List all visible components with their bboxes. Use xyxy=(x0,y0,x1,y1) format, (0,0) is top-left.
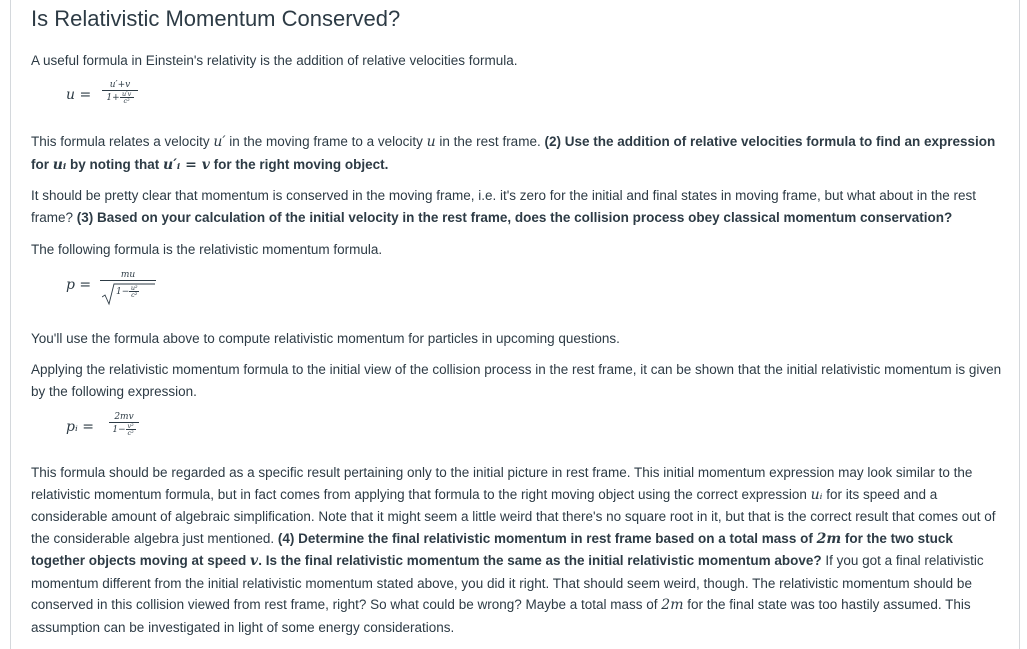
u-prime-symbol: u′ xyxy=(213,134,226,150)
eq1-lhs: u = xyxy=(66,87,92,103)
eq1-fraction xyxy=(102,80,138,104)
eq3-lhs: pᵢ = xyxy=(66,419,94,435)
usage-paragraph: You'll use the formula above to compute relativistic momentum for particles in upcoming questions. xyxy=(31,331,620,346)
formula-explanation-paragraph: This formula relates a velocity u′ in the moving frame to a velocity u in the rest frame. (2) Use the addition of relative velocities formula to find an expression for uᵢ by noting that u′ᵢ = v for the right moving object. xyxy=(31,134,996,173)
question-4: (4) Determine the final relativistic momentum in rest frame based on a total mass of xyxy=(277,530,817,546)
momentum-formula-intro: The following formula is the relativistic momentum formula. xyxy=(31,242,383,257)
eq1-numerator: u′+v xyxy=(109,80,131,90)
eq3-den-denominator: c² xyxy=(127,429,134,437)
eq3-numerator: 2mv xyxy=(114,412,134,422)
eq2-rad-denominator: c² xyxy=(131,291,138,299)
eq2-numerator: mu xyxy=(120,270,136,280)
page-title: Is Relativistic Momentum Conserved? xyxy=(31,6,401,31)
eq3-den-lead: 1− xyxy=(112,425,126,435)
question-2: (2) Use the addition of relative velocities formula to find an expression for xyxy=(31,134,996,172)
eq2-rad-lead: 1− xyxy=(116,287,130,297)
intro-paragraph: A useful formula in Einstein's relativity is the addition of relative velocities formula. xyxy=(31,53,518,68)
eq1-den-numerator: u′v xyxy=(121,90,132,98)
eq3-fraction xyxy=(109,412,139,436)
eq2-rad-numerator: u² xyxy=(130,284,138,292)
eq3-den-numerator: v² xyxy=(127,422,134,430)
eq1-den-lead: 1+ xyxy=(106,93,120,103)
final-momentum-paragraph: This formula should be regarded as a specific result pertaining only to the initial picture in rest frame. This initial momentum expression may look similar to the relativistic momentum formula, but in fact comes from applying that formula to the right moving object using the correct expression uᵢ for its speed and a considerable amount of algebraic simplification. Note that it might seem a little weird that there's no square root in it, but that is the correct result that comes out of the considerable algebra just mentioned. (4) Determine the final relativistic momentum in rest frame based on a total mass of 2m for the two stuck together objects moving at speed v. Is the final relativistic momentum the same as the initial relativistic momentum above? If you got a final relativistic momentum different from the initial relativistic momentum stated above, you did it right. That should seem weird, though. The relativistic momentum should be conserved in this collision viewed from rest frame, right? So what could be wrong? Maybe a total mass of 2m for the final state was too hastily assumed. This assumption can be investigated in light of some energy considerations. xyxy=(31,465,996,635)
rest-frame-paragraph: It should be pretty clear that momentum is conserved in the moving frame, i.e. it's zero for the initial and final states in moving frame, but what about in the rest frame? (3) Based on your calculation of the initial velocity in the rest frame, does the collision process obey classical momentum conservation? xyxy=(31,188,977,225)
eq1-den-denominator: c² xyxy=(123,97,130,105)
eq2-lhs: p = xyxy=(66,277,92,293)
initial-momentum-paragraph: Applying the relativistic momentum formula to the initial view of the collision process in the rest frame, it can be shown that the initial relativistic momentum is given by the following expression. xyxy=(31,362,1002,399)
u-symbol: u xyxy=(426,134,436,150)
content-page xyxy=(10,0,1020,649)
eq2-fraction xyxy=(100,270,156,305)
question-3: (3) Based on your calculation of the initial velocity in the rest frame, does the collision process obey classical momentum conservation? xyxy=(76,209,953,225)
